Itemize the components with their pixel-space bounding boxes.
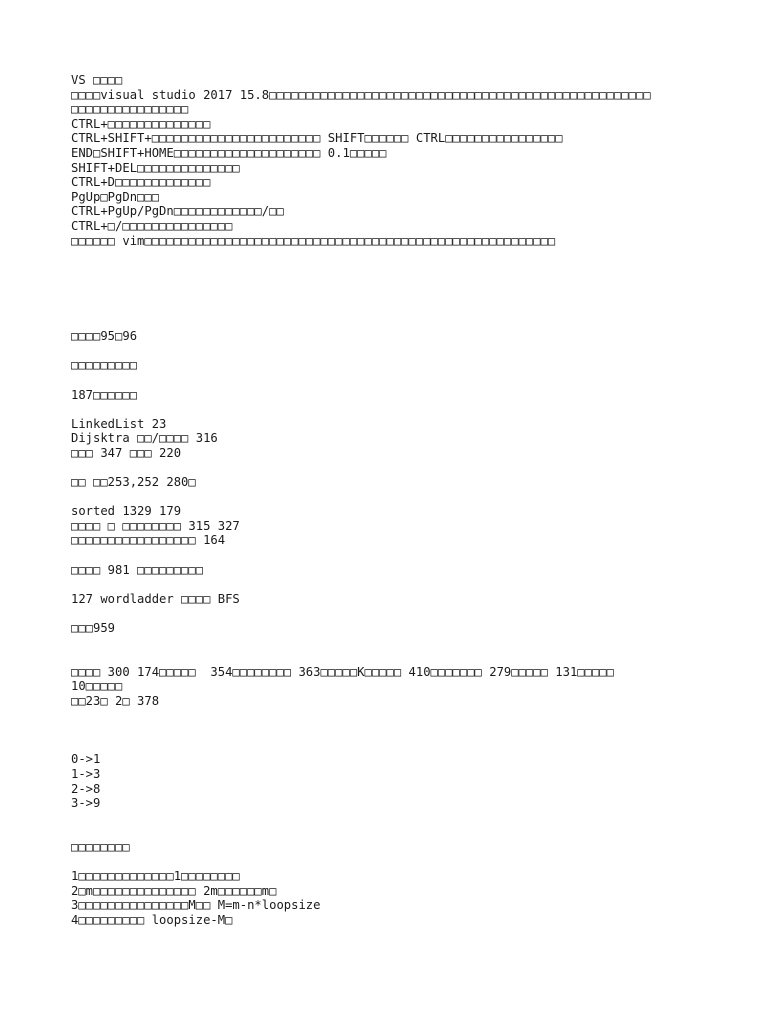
text-line: □□□□□□ vim□□□□□□□□□□□□□□□□□□□□□□□□□□□□□□□□□□□□□□□□□□□□□□□□□□□□□□□□ [71,233,556,248]
text-line: 10□□□□□ [71,679,123,694]
problem-list-block [71,665,751,709]
text-line: SHIFT+DEL□□□□□□□□□□□□□□ [71,160,240,175]
mapping-block [71,752,751,810]
text-line: □□□□□□□□□□□□□□□□□ 164 [71,533,226,548]
text-line: 2□m□□□□□□□□□□□□□□ 2m□□□□□□m□ [71,883,277,898]
paragraph-gap [71,855,751,870]
problem-list-block [71,592,751,607]
problem-list-block [71,417,751,461]
text-line: □□ □□253,252 280□ [71,475,196,490]
paragraph-gap [71,636,751,665]
text-line: 0->1 [71,752,101,767]
steps-title-block [71,840,751,855]
problem-list-block [71,388,751,403]
paragraph-gap [71,811,751,840]
problem-list-block [71,475,751,490]
paragraph-gap [71,490,751,505]
problem-list-block [71,504,751,548]
text-line: sorted 1329 179 [71,504,182,519]
text-line: □□□□visual studio 2017 15.8□□□□□□□□□□□□□□□□□□□□□□□□□□□□□□□□□□□□□□□□□□□□□□□□□□□□ [71,87,651,102]
text-line: PgUp□PgDn□□□ [71,189,160,204]
text-line: Dijsktra □□/□□□□ 316 [71,431,218,446]
document-body [71,73,751,927]
section-title: □□□□□□□□ [71,839,130,854]
paragraph-gap [71,373,751,388]
paragraph-gap [71,344,751,359]
text-line: 3->9 [71,796,101,811]
text-line: 3□□□□□□□□□□□□□□□M□□ M=m-n*loopsize [71,898,321,913]
vs-notes-block [71,73,751,248]
paragraph-gap [71,709,751,753]
text-line: CTRL+□□□□□□□□□□□□□□ [71,116,211,131]
text-line: □□□□ □ □□□□□□□□ 315 327 [71,518,240,533]
text-line: □□□959 [71,621,116,635]
steps-block [71,869,751,927]
text-line: 1->3 [71,766,101,781]
text-line: □□□□95□96 [71,329,138,344]
text-line: VS □□□□ [71,73,123,87]
paragraph-gap [71,548,751,563]
text-line: 2->8 [71,781,101,796]
text-line: CTRL+□/□□□□□□□□□□□□□□□ [71,218,233,233]
paragraph-gap [71,460,751,475]
text-line: 127 wordladder □□□□ BFS [71,591,240,606]
text-line: 187□□□□□□ [71,387,138,402]
problem-list-block [71,358,751,373]
paragraph-gap [71,577,751,592]
text-line: LinkedList 23 [71,416,167,431]
paragraph-gap [71,606,751,621]
text-line: CTRL+D□□□□□□□□□□□□□ [71,175,211,190]
problem-list-block [71,621,751,636]
text-line: □□□ 347 □□□ 220 [71,445,182,460]
text-line: □□□□□□□□□□□□□□□□ [71,102,189,117]
problem-list-block [71,563,751,578]
text-line: CTRL+SHIFT+□□□□□□□□□□□□□□□□□□□□□□□ SHIFT□□□□□□ CTRL□□□□□□□□□□□□□□□□ [71,131,563,146]
text-line: □□□□ 981 □□□□□□□□□ [71,562,204,577]
text-line: 4□□□□□□□□□ loopsize-M□ [71,912,233,927]
text-line: CTRL+PgUp/PgDn□□□□□□□□□□□□/□□ [71,204,284,219]
text-line: □□□□ 300 174□□□□□ 354□□□□□□□□ 363□□□□□K□□□□□ 410□□□□□□□ 279□□□□□ 131□□□□□ [71,664,614,679]
text-line: 1□□□□□□□□□□□□□1□□□□□□□□ [71,869,240,884]
blank-space [71,248,751,329]
paragraph-gap [71,402,751,417]
problem-list-block [71,329,751,344]
text-line: □□□□□□□□□ [71,358,138,373]
text-line: END□SHIFT+HOME□□□□□□□□□□□□□□□□□□□□ 0.1□□□□□ [71,145,387,160]
text-line: □□23□ 2□ 378 [71,693,160,708]
